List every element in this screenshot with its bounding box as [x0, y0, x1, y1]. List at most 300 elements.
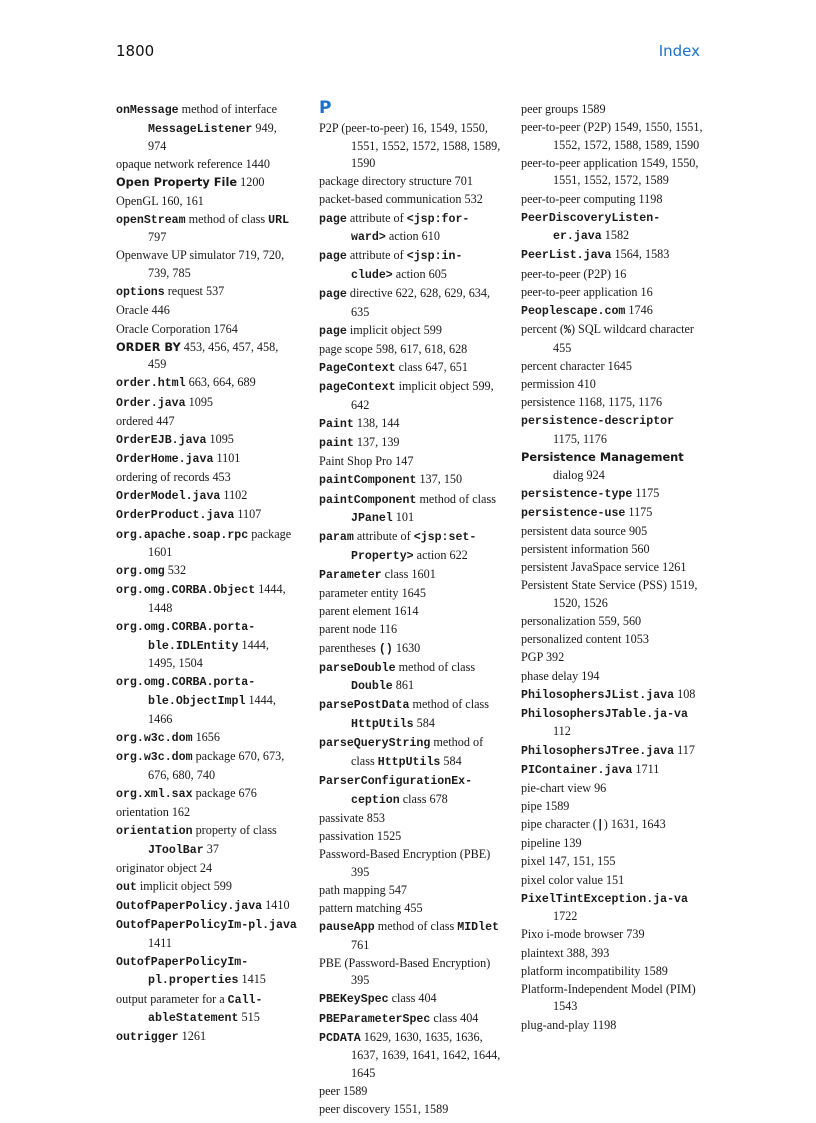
- entry-text: method of class: [185, 211, 269, 226]
- index-entry: [521, 376, 703, 394]
- index-entry: [116, 211, 298, 247]
- index-entry: [319, 1101, 501, 1119]
- index-entry: [116, 247, 298, 282]
- entry-term: persistence-descriptor: [521, 415, 675, 429]
- entry-text: output parameter for a: [116, 991, 228, 1006]
- index-entry: [319, 621, 501, 639]
- entry-text: class 404: [430, 1010, 479, 1025]
- index-entry: [116, 174, 298, 192]
- index-entry: [521, 191, 703, 209]
- entry-term: PeerList.java: [521, 249, 612, 263]
- index-entry: [319, 453, 501, 471]
- index-entry: [319, 434, 501, 453]
- entry-text: package 676: [192, 785, 257, 800]
- index-entry: [521, 209, 703, 246]
- index-entry: [116, 916, 298, 952]
- index-entry: [116, 860, 298, 878]
- entry-term: PIContainer.java: [521, 763, 633, 777]
- entry-text: parent element 1614: [319, 604, 419, 619]
- index-entry: [319, 1010, 501, 1029]
- entry-term: PixelTintException.ja-va: [521, 892, 688, 906]
- entry-term: org.omg.CORBA.porta-ble.ObjectImpl: [116, 676, 256, 709]
- index-entry: [521, 485, 703, 504]
- entry-text: 1444, 1448: [148, 582, 286, 615]
- entry-term: paint: [319, 437, 354, 451]
- entry-text: persistence 1168, 1175, 1176: [521, 395, 663, 410]
- index-entry: [521, 816, 703, 835]
- entry-term: MessageListener: [148, 122, 253, 136]
- entry-term: pageContext: [319, 381, 396, 395]
- entry-text: 37: [203, 841, 219, 856]
- entry-text: 761: [351, 937, 370, 952]
- entry-term: Open Property File: [116, 175, 238, 190]
- index-entry: [116, 748, 298, 784]
- index-entry: [319, 415, 501, 434]
- entry-text: pixel 147, 151, 155: [521, 854, 616, 869]
- entry-text: request 537: [164, 284, 225, 299]
- entry-text: attribute of: [346, 248, 407, 263]
- entry-term: page: [319, 212, 347, 226]
- index-entry: [319, 566, 501, 585]
- entry-text: 797: [148, 230, 167, 245]
- entry-text: 1746: [625, 302, 653, 317]
- entry-text: pattern matching 455: [319, 900, 423, 915]
- entry-term: Parameter: [319, 569, 382, 582]
- entry-text: P2P (peer-to-peer) 16, 1549, 1550, 1551, 1552, 1572, 1588, 1589, 1590: [319, 121, 501, 171]
- entry-text: Password-Based Encryption (PBE) 395: [319, 846, 491, 879]
- entry-text: 1175: [632, 485, 660, 500]
- entry-text: method of interface: [178, 102, 278, 116]
- index-entry: [319, 918, 501, 954]
- index-entry: [521, 945, 703, 963]
- entry-text: 1410: [262, 897, 290, 912]
- index-entry: [116, 618, 298, 673]
- entry-term: pauseApp: [319, 920, 375, 934]
- entry-term: org.omg: [116, 565, 165, 579]
- index-entry: [116, 321, 298, 339]
- index-entry: [521, 266, 703, 284]
- entry-text: parent node 116: [319, 622, 398, 637]
- entry-text: persistent JavaSpace service 1261: [521, 560, 687, 575]
- index-entry: [116, 193, 298, 211]
- entry-text: ordered 447: [116, 413, 175, 428]
- entry-term: OrderModel.java: [116, 490, 221, 504]
- entry-text: class 404: [388, 991, 437, 1006]
- entry-text: Paint Shop Pro 147: [319, 454, 414, 469]
- entry-text: PGP 392: [521, 650, 565, 665]
- index-entry: [319, 378, 501, 414]
- index-entry: [521, 742, 703, 761]
- entry-text: plug-and-play 1198: [521, 1017, 617, 1032]
- entry-term: persistence-type: [521, 487, 633, 501]
- entry-text: 1722: [553, 909, 578, 924]
- letter-heading: P: [319, 98, 332, 118]
- page-number: 1800: [116, 42, 155, 60]
- entry-term: outrigger: [116, 1031, 179, 1045]
- entry-term: |: [596, 819, 604, 833]
- entry-text: implicit object 599, 642: [351, 379, 494, 412]
- index-entry: [521, 798, 703, 816]
- index-entry: [319, 528, 501, 565]
- index-entry: [521, 559, 703, 577]
- entry-term: onMessage: [116, 104, 179, 117]
- entry-text: orientation 162: [116, 804, 191, 819]
- index-entry: [116, 394, 298, 413]
- index-entry: [319, 882, 501, 900]
- entry-text: persistent information 560: [521, 542, 650, 557]
- entry-term: out: [116, 880, 137, 894]
- index-entry: [116, 526, 298, 562]
- index-column-3: [521, 101, 703, 1035]
- index-entry: [116, 469, 298, 487]
- entry-text: 861: [392, 678, 415, 693]
- entry-term: OutofPaperPolicyIm-pl.properties: [116, 955, 249, 988]
- entry-term: URL: [268, 213, 290, 227]
- entry-text: implicit object 599: [346, 322, 442, 337]
- entry-text: 532: [164, 563, 187, 578]
- entry-term: PeerDiscoveryListen-er.java: [521, 211, 661, 244]
- index-entry: [319, 640, 501, 659]
- entry-text: Persistent State Service (PSS) 1519, 1520, 1526: [521, 578, 698, 610]
- index-entry: [521, 780, 703, 798]
- entry-term: OrderProduct.java: [116, 509, 235, 523]
- index-entry: [319, 120, 501, 173]
- index-entry: [319, 828, 501, 846]
- entry-text: peer-to-peer application 16: [521, 284, 653, 299]
- index-column-1: [116, 101, 298, 1047]
- index-entry: [319, 603, 501, 621]
- entry-text: persistent data source 905: [521, 523, 648, 538]
- entry-text: dialog 924: [553, 467, 605, 482]
- index-entry: [116, 302, 298, 320]
- index-entry: [116, 283, 298, 302]
- entry-text: originator object 24: [116, 860, 213, 875]
- entry-text: phase delay 194: [521, 668, 600, 683]
- index-entry: [521, 246, 703, 265]
- entry-text: path mapping 547: [319, 882, 408, 897]
- index-entry: [319, 696, 501, 733]
- index-entry: [319, 1029, 501, 1083]
- entry-text: 1095: [206, 431, 234, 446]
- entry-term: org.w3c.dom: [116, 731, 193, 745]
- entry-text: class 1601: [381, 567, 436, 581]
- entry-text: passivate 853: [319, 810, 386, 825]
- index-entry: [116, 822, 298, 859]
- entry-text: Openwave UP simulator 719, 720, 739, 785: [116, 248, 285, 281]
- index-entry: [319, 491, 501, 528]
- index-entry: [116, 1028, 298, 1047]
- entry-text: PBE (Password-Based Encryption) 395: [319, 955, 491, 988]
- entry-text: peer 1589: [319, 1084, 368, 1099]
- entry-text: percent character 1645: [521, 358, 632, 373]
- entry-text: 137, 139: [353, 435, 400, 450]
- entry-text: plaintext 388, 393: [521, 945, 610, 960]
- index-entry: [521, 1017, 703, 1035]
- entry-text: attribute of: [353, 529, 414, 544]
- entry-term: persistence-use: [521, 506, 626, 520]
- entry-term: Order.java: [116, 396, 186, 410]
- entry-term: parseQueryString: [319, 737, 431, 751]
- entry-text: 1711: [632, 761, 660, 776]
- entry-text: Platform-Independent Model (PIM) 1543: [521, 981, 696, 1014]
- entry-term: JPanel: [351, 512, 393, 526]
- index-entry: [116, 729, 298, 748]
- index-entry: [521, 284, 703, 302]
- entry-term: PhilosophersJTree.java: [521, 744, 675, 758]
- entry-term: parseDouble: [319, 661, 396, 675]
- entry-text: 1261: [178, 1029, 207, 1044]
- index-entry: [521, 890, 703, 926]
- index-entry: [319, 359, 501, 378]
- index-entry: [319, 173, 501, 191]
- entry-term: <jsp:for-ward>: [351, 212, 470, 245]
- index-entry: [521, 394, 703, 412]
- entry-term: (): [378, 642, 393, 656]
- entry-text: implicit object 599: [136, 878, 232, 893]
- index-entry: [521, 631, 703, 649]
- entry-term: PCDATA: [319, 1031, 361, 1045]
- index-entry: [319, 191, 501, 209]
- entry-text: page scope 598, 617, 618, 628: [319, 341, 468, 356]
- index-entry: [521, 119, 703, 154]
- entry-text: method of class: [374, 918, 458, 933]
- entry-text: 453, 456, 457, 458, 459: [148, 339, 279, 372]
- index-entry: [521, 504, 703, 523]
- entry-text: 1095: [185, 394, 213, 409]
- entry-text: 1656: [192, 729, 220, 744]
- index-entry: [116, 562, 298, 581]
- index-entry: [319, 990, 501, 1009]
- entry-text: 949, 974: [148, 120, 277, 154]
- entry-text: peer discovery 1551, 1589: [319, 1102, 449, 1117]
- entry-term: param: [319, 531, 354, 545]
- index-entry: [116, 878, 298, 897]
- entry-text: Pixo i-mode browser 739: [521, 927, 645, 942]
- index-entry: [521, 302, 703, 321]
- entry-text: method of class: [409, 697, 489, 712]
- entry-text: 1415: [238, 972, 266, 987]
- entry-text: 584: [413, 716, 435, 731]
- index-entry: [521, 577, 703, 612]
- entry-term: parsePostData: [319, 699, 410, 713]
- entry-text: 515: [238, 1010, 260, 1025]
- entry-term: Persistence Management: [521, 449, 684, 464]
- entry-text: pipe character (: [521, 817, 597, 832]
- index-entry: [521, 541, 703, 559]
- index-entry: [116, 581, 298, 617]
- entry-text: package 670, 673, 676, 680, 740: [148, 748, 285, 782]
- entry-term: MIDlet: [457, 920, 500, 934]
- entry-text: 1629, 1630, 1635, 1636, 1637, 1639, 1641, 1642, 1644, 1645: [351, 1029, 501, 1080]
- entry-term: org.omg.CORBA.porta-ble.IDLEntity: [116, 621, 256, 653]
- entry-text: method of class: [416, 491, 496, 506]
- entry-term: paintComponent: [319, 493, 417, 507]
- entry-text: 138, 144: [353, 415, 400, 430]
- entry-text: 1564, 1583: [611, 247, 670, 262]
- entry-term: PhilosophersJList.java: [521, 688, 675, 702]
- entry-text: 584: [440, 753, 462, 768]
- entry-term: PhilosophersJTable.ja-va: [521, 707, 688, 721]
- index-entry: [116, 374, 298, 393]
- entry-text: 1175, 1176: [553, 431, 607, 446]
- entry-text: 108: [674, 686, 696, 701]
- section-title: Index: [658, 42, 700, 60]
- entry-text: 137, 150: [416, 472, 463, 487]
- entry-text: 1107: [234, 507, 262, 522]
- entry-text: ) SQL wildcard character 455: [553, 322, 694, 355]
- entry-term: OutofPaperPolicy.java: [116, 899, 263, 913]
- entry-term: PBEParameterSpec: [319, 1012, 431, 1026]
- index-entry: [319, 341, 501, 359]
- entry-text: personalization 559, 560: [521, 614, 642, 629]
- entry-text: peer-to-peer application 1549, 1550, 1551, 1552, 1572, 1589: [521, 155, 699, 188]
- index-entry: [116, 413, 298, 431]
- index-entry: [319, 846, 501, 881]
- entry-term: org.w3c.dom: [116, 750, 193, 764]
- entry-text: 1444, 1466: [148, 693, 276, 726]
- entry-text: platform incompatibility 1589: [521, 963, 668, 978]
- entry-text: directive 622, 628, 629, 634, 635: [346, 286, 491, 319]
- index-entry: [116, 506, 298, 525]
- index-entry: [319, 285, 501, 321]
- entry-text: Oracle Corporation 1764: [116, 321, 238, 336]
- entry-text: action 622: [413, 547, 468, 562]
- entry-term: org.omg.CORBA.Object: [116, 584, 256, 598]
- index-entry: [521, 686, 703, 705]
- index-entry: [521, 449, 703, 484]
- entry-text: percent (: [521, 322, 564, 337]
- entry-term: HttpUtils: [377, 755, 441, 769]
- entry-term: page: [319, 250, 347, 264]
- index-entry: [319, 585, 501, 603]
- index-entry: [116, 953, 298, 990]
- entry-term: paintComponent: [319, 474, 417, 488]
- entry-term: Call-ableStatement: [148, 993, 263, 1026]
- entry-text: action 610: [385, 229, 440, 244]
- entry-term: options: [116, 286, 165, 300]
- entry-term: orientation: [116, 824, 193, 838]
- entry-text: peer groups 1589: [521, 102, 606, 116]
- entry-text: pie-chart view 96: [521, 780, 607, 795]
- entry-term: %: [563, 324, 571, 338]
- entry-text: parentheses: [319, 640, 379, 655]
- entry-text: pipeline 139: [521, 836, 582, 851]
- index-entry: [521, 853, 703, 871]
- index-entry: [116, 339, 298, 374]
- index-entry: [319, 1083, 501, 1101]
- index-entry: [116, 785, 298, 804]
- entry-term: Peoplescape.com: [521, 304, 626, 318]
- entry-term: page: [319, 324, 347, 338]
- index-entry: [116, 897, 298, 916]
- index-entry: [319, 772, 501, 809]
- index-entry: [319, 734, 501, 771]
- entry-text: 1582: [601, 228, 630, 243]
- index-entry: [521, 155, 703, 190]
- entry-text: ) 1631, 1643: [603, 817, 666, 832]
- index-entry: [319, 247, 501, 284]
- entry-text: action 605: [392, 266, 447, 281]
- index-entry: [521, 872, 703, 890]
- entry-term: org.apache.soap.rpc: [116, 528, 249, 542]
- entry-text: property of class: [192, 822, 277, 837]
- index-entry: [319, 210, 501, 247]
- index-entry: [116, 991, 298, 1028]
- entry-term: OutofPaperPolicyIm-pl.java: [116, 919, 297, 933]
- entry-text: opaque network reference 1440: [116, 157, 270, 172]
- index-entry: [521, 412, 703, 448]
- entry-text: Oracle 446: [116, 303, 170, 318]
- entry-text: 117: [674, 742, 695, 757]
- index-entry: [116, 487, 298, 506]
- entry-text: pixel color value 151: [521, 872, 625, 887]
- entry-text: OpenGL 160, 161: [116, 193, 204, 208]
- index-entry: [116, 804, 298, 822]
- entry-text: peer-to-peer (P2P) 1549, 1550, 1551, 1552, 1572, 1588, 1589, 1590: [521, 120, 703, 152]
- entry-term: <jsp:in-clude>: [351, 250, 463, 282]
- entry-text: packet-based communication 532: [319, 192, 483, 207]
- entry-text: passivation 1525: [319, 828, 402, 843]
- entry-term: OrderEJB.java: [116, 433, 207, 447]
- entry-text: class 647, 651: [395, 360, 468, 375]
- entry-term: <jsp:set-Property>: [351, 531, 477, 563]
- index-entry: [521, 926, 703, 944]
- entry-text: method of class: [351, 735, 484, 768]
- entry-text: 1630: [392, 640, 421, 655]
- index-entry: [319, 810, 501, 828]
- entry-text: peer-to-peer (P2P) 16: [521, 266, 627, 281]
- entry-text: 1101: [213, 450, 241, 465]
- entry-text: 1200: [237, 175, 265, 190]
- entry-term: JToolBar: [148, 843, 204, 857]
- entry-term: ParserConfigurationEx-ception: [319, 774, 473, 807]
- entry-term: Paint: [319, 417, 354, 431]
- entry-text: 663, 664, 689: [185, 375, 256, 390]
- entry-term: Double: [351, 680, 393, 694]
- index-entry: [521, 358, 703, 376]
- entry-text: package directory structure 701: [319, 174, 473, 189]
- index-entry: [521, 835, 703, 853]
- entry-text: 112: [553, 724, 571, 739]
- entry-term: page: [319, 288, 347, 302]
- index-entry: [521, 101, 703, 119]
- index-entry: [521, 963, 703, 981]
- entry-text: 1411: [148, 935, 172, 950]
- entry-term: openStream: [116, 213, 186, 227]
- index-entry: [521, 981, 703, 1016]
- index-entry: [319, 471, 501, 490]
- index-entry: [116, 431, 298, 450]
- entry-term: PageContext: [319, 362, 396, 376]
- entry-text: parameter entity 1645: [319, 586, 426, 601]
- entry-text: 1102: [220, 488, 248, 503]
- entry-term: org.xml.sax: [116, 787, 193, 801]
- entry-text: 1175: [625, 504, 653, 519]
- index-column-2: [319, 98, 501, 1119]
- entry-text: attribute of: [346, 210, 407, 225]
- index-entry: [319, 659, 501, 696]
- index-entry: [116, 450, 298, 469]
- entry-term: HttpUtils: [351, 718, 414, 732]
- index-entry: [116, 673, 298, 728]
- entry-term: PBEKeySpec: [319, 993, 389, 1007]
- entry-text: ordering of records 453: [116, 470, 231, 485]
- entry-text: 101: [392, 510, 415, 525]
- index-entry: [319, 900, 501, 918]
- entry-text: method of class: [395, 659, 476, 674]
- entry-term: ORDER BY: [116, 339, 181, 354]
- entry-text: personalized content 1053: [521, 632, 649, 647]
